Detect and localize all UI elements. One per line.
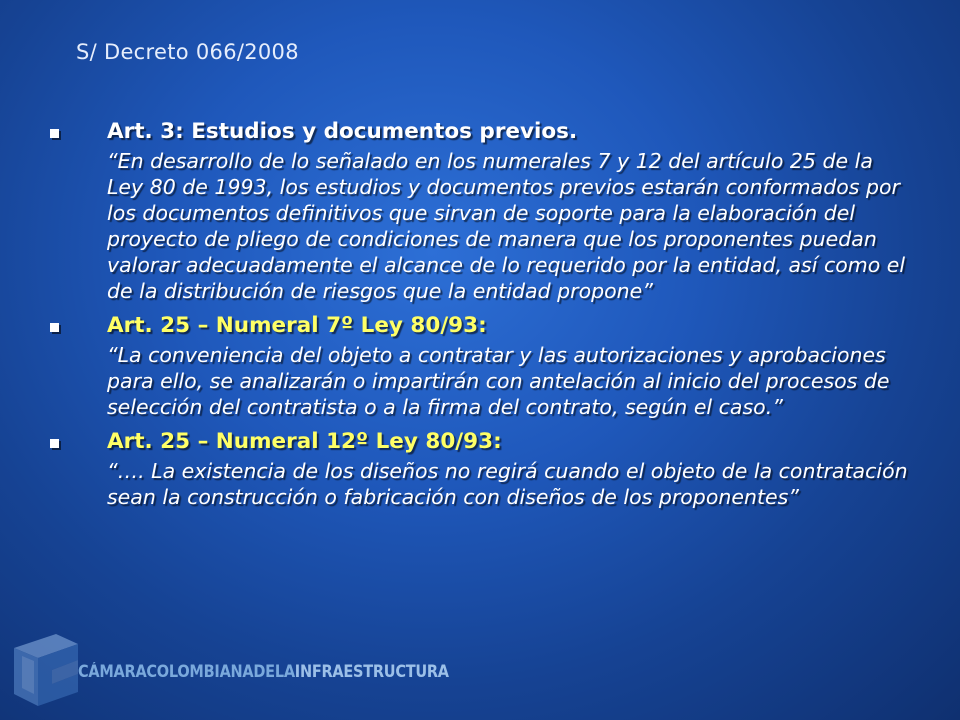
- square-bullet-icon: [50, 323, 59, 332]
- item-heading: Art. 25 – Numeral 7º Ley 80/93:: [107, 313, 487, 338]
- item-quote: “En desarrollo de lo señalado en los numerales 7 y 12 del artículo 25 de la Ley 80 de 1993, los estudios y documentos previos estarán conformados por los documentos definitivos que sirvan de soporte para la elaboración del proyecto de pliego de condiciones de manera que los proponentes puedan valorar adecuadamente el alcance de lo requerido por la entidad, así como el de la distribución de riesgos que la entidad propone”: [107, 149, 906, 303]
- item-heading: Art. 3: Estudios y documentos previos.: [107, 119, 578, 144]
- logo-wordmark: [78, 662, 449, 681]
- list-item: [50, 428, 910, 510]
- slide-content: [50, 118, 910, 518]
- logo-wordmark-part2: INFRAESTRUCTURA: [294, 662, 449, 681]
- item-heading: Art. 25 – Numeral 12º Ley 80/93:: [107, 429, 502, 454]
- slide-subtitle: S/ Decreto 066/2008: [76, 40, 299, 64]
- item-quote: “…. La existencia de los diseños no regirá cuando el objeto de la contratación sean la construcción o fabricación con diseños de los proponentes”: [107, 459, 908, 509]
- logo-wordmark-part1: CÁMARACOLOMBIANADELA: [78, 662, 295, 681]
- list-item: [50, 312, 910, 420]
- item-quote: “La conveniencia del objeto a contratar y las autorizaciones y aprobaciones para ello, se analizarán o impartirán con antelación al inicio del procesos de selección del contratista o a la firma del contrato, según el caso.”: [107, 343, 890, 419]
- square-bullet-icon: [50, 129, 59, 138]
- list-item: [50, 118, 910, 304]
- square-bullet-icon: [50, 439, 59, 448]
